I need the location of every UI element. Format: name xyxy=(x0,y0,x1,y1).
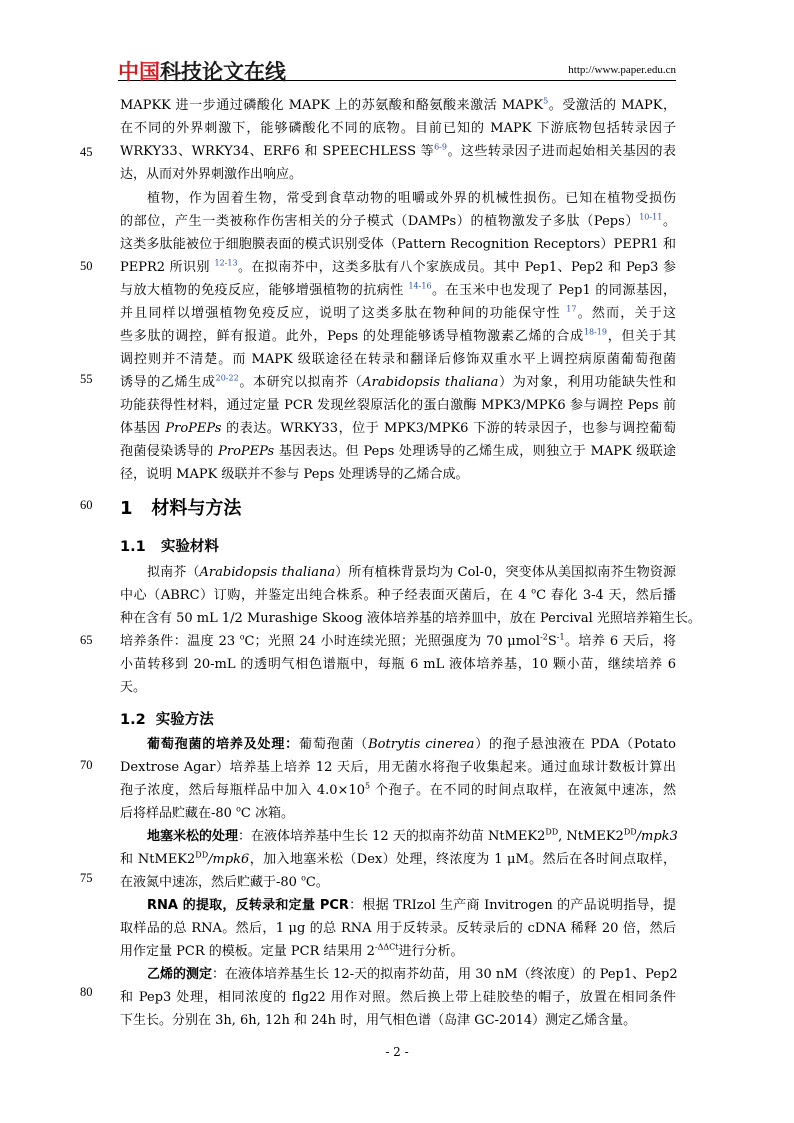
text-line: 并且同样以增强植物免疫反应，说明了这类多肽在物种间的功能保守性 $^{17}$。然而，关于这 xyxy=(120,304,676,321)
page-header xyxy=(118,54,676,84)
citation[interactable]: 18-19 xyxy=(583,327,607,337)
text-line: 地塞米松的处理：在液体培养基中生长 12 天的拟南芥幼苗 $NtMEK2^{DD}$, $NtMEK2^{DD}/mpk3$ xyxy=(147,827,678,844)
text-line: 调控则并不清楚。而 MAPK 级联途径在转录和翻译后修饰双重水平上调控病原菌葡萄孢菌 xyxy=(120,352,676,367)
page-number: - 2 - xyxy=(385,1045,409,1059)
text-line: 与放大植物的免疫反应，能够增强植物的抗病性 $^{14-16}$。在玉米中也发现了 Pep1 的同源基因， xyxy=(120,281,676,298)
citation[interactable]: 14-16 xyxy=(408,281,432,291)
text-line: 径，说明 MAPK 级联并不参与 Peps 处理诱导的乙烯合成。 xyxy=(120,467,469,482)
section-heading: 1 材料与方法 xyxy=(120,498,242,519)
text-line: 的部位，产生一类被称作伤害相关的分子模式（DAMPs）的植物激发子多肽（Peps）$^{10-11}$。 xyxy=(120,212,676,229)
citation[interactable]: 10-11 xyxy=(639,212,663,222)
text-line: RNA 的提取，反转录和定量 PCR：根据 TRIzol 生产商 Invitrogen 的产品说明指导，提 xyxy=(147,898,676,913)
subsection-heading: 1.1 实验材料 xyxy=(120,539,219,555)
text-line: 功能获得性材料，通过定量 PCR 发现丝裂原活化的蛋白激酶 MPK3/MPK6 参与调控 Peps 前 xyxy=(120,398,676,413)
text-line: 和 $NtMEK2^{DD}/mpk6$，加入地塞米松（Dex）处理，终浓度为 1 μM。然后在各时间点取样， xyxy=(120,850,677,867)
text-line: 拟南芥（Arabidopsis thaliana）所有植株背景均为 Col-0，突变体从美国拟南芥生物资源 xyxy=(147,565,676,580)
text-line: PEPR2 所识别 $^{12-13}$。在拟南芥中，这类多肽有八个家族成员。其中 Pep1、Pep2 和 Pep3 参 xyxy=(120,258,676,275)
text-line: 葡萄孢菌的培养及处理：葡萄孢菌（Botrytis cinerea）的孢子悬浊液在 PDA（Potato xyxy=(147,737,676,752)
citation[interactable]: 6-9 xyxy=(434,142,447,152)
text-line: 孢菌侵染诱导的 ProPEPs 基因表达。但 Peps 处理诱导的乙烯生成，则独立于 MAPK 级联途 xyxy=(120,444,676,459)
line-number: 50 xyxy=(80,259,93,273)
text-line: MAPKK 进一步通过磷酸化 MAPK 上的苏氨酸和酪氨酸来激活 MAPK$^5$。受激活的 MAPK， xyxy=(120,96,676,113)
text-line: 在液氮中速冻，然后贮藏于-80 $^o$C。 xyxy=(120,873,329,890)
line-number: 65 xyxy=(80,633,93,647)
citation[interactable]: 5 xyxy=(543,96,549,106)
text-line: 天。 xyxy=(120,680,147,695)
text-line: 种在含有 50 mL 1/2 Murashige Skoog 液体培养基的培养皿中，放在 Percival 光照培养箱生长。 xyxy=(120,611,701,626)
line-number: 75 xyxy=(80,871,93,885)
text-line: WRKY33、WRKY34、ERF6 和 SPEECHLESS 等$^{6-9}$。这些转录因子进而起始相关基因的表 xyxy=(120,142,676,159)
text-line: 达，从而对外界刺激作出响应。 xyxy=(120,167,303,182)
text-line: 孢子浓度，然后每瓶样品中加入 $4.0\times 10^5$ 个孢子。在不同的时间点取样，在液氮中速冻，然 xyxy=(120,781,676,798)
citation[interactable]: 20-22 xyxy=(215,373,239,383)
text-line: 培养条件：温度 23 $^o$C；光照 24 小时连续光照；光照强度为 70 $\mu mol^{-2}S^{-1}$。培养 6 天后，将 xyxy=(120,632,676,649)
citation[interactable]: 17 xyxy=(566,304,577,314)
line-number: 60 xyxy=(80,498,93,512)
line-number: 80 xyxy=(80,985,93,999)
header-url[interactable]: http://www.paper.edu.cn xyxy=(568,64,676,76)
line-number: 70 xyxy=(80,758,93,772)
text-line: 和 Pep3 处理，相同浓度的 flg22 用作对照。然后换上带上硅胶垫的帽子，放置在相同条件 xyxy=(120,990,676,1005)
subsection-heading: 1.2 实验方法 xyxy=(120,712,214,728)
text-line: 在不同的外界刺激下，能够磷酸化不同的底物。目前已知的 MAPK 下游底物包括转录因子 xyxy=(120,121,676,136)
text-line: 中心（ABRC）订购，并鉴定出纯合株系。种子经表面灭菌后，在 4 $^o$C 春化 3-4 天，然后播 xyxy=(120,586,676,603)
text-line: 植物，作为固着生物，常受到食草动物的咀嚼或外界的机械性损伤。已知在植物受损伤 xyxy=(147,191,676,206)
text-line: 些多肽的调控，鲜有报道。此外，Peps 的处理能够诱导植物激素乙烯的合成$^{18-19}$，但关于其 xyxy=(120,327,676,344)
line-number: 55 xyxy=(80,372,93,386)
text-line: 体基因 ProPEPs 的表达。WRKY33，位于 MPK3/MPK6 下游的转录因子，也参与调控葡萄 xyxy=(120,421,676,436)
text-line: 这类多肽能被位于细胞膜表面的模式识别受体（Pattern Recognition Receptors）PEPR1 和 xyxy=(120,237,676,252)
text-line: 取样品的总 RNA。然后，1 μg 的总 RNA 用于反转录。反转录后的 cDNA 稀释 20 倍，然后 xyxy=(120,921,676,936)
text-line: 乙烯的测定：在液体培养基生长 12-天的拟南芥幼苗，用 30 nM（终浓度）的 Pep1、Pep2 xyxy=(147,967,678,982)
site-logo: 中国科技论文在线 xyxy=(118,60,286,84)
text-line: Dextrose Agar）培养基上培养 12 天后，用无菌水将孢子收集起来。通过血球计数板计算出 xyxy=(120,760,676,775)
text-line: 后将样品贮藏在-80 $^o$C 冰箱。 xyxy=(120,804,294,821)
text-line: 下生长。分别在 3h, 6h, 12h 和 24h 时，用气相色谱（岛津 GC-2014）测定乙烯含量。 xyxy=(120,1013,637,1028)
text-line: 诱导的乙烯生成$^{20-22}$。本研究以拟南芥（Arabidopsis thaliana）为对象，利用功能缺失性和 xyxy=(120,373,676,390)
line-number: 45 xyxy=(80,145,93,159)
text-line: 小苗转移到 20-mL 的透明气相色谱瓶中，每瓶 6 mL 液体培养基，10 颗小苗，继续培养 6 xyxy=(120,657,676,672)
citation[interactable]: 12-13 xyxy=(214,258,238,268)
text-line: 用作定量 PCR 的模板。定量 PCR 结果用 $2^{-\Delta\Delta Ct}$进行分析。 xyxy=(120,942,464,959)
